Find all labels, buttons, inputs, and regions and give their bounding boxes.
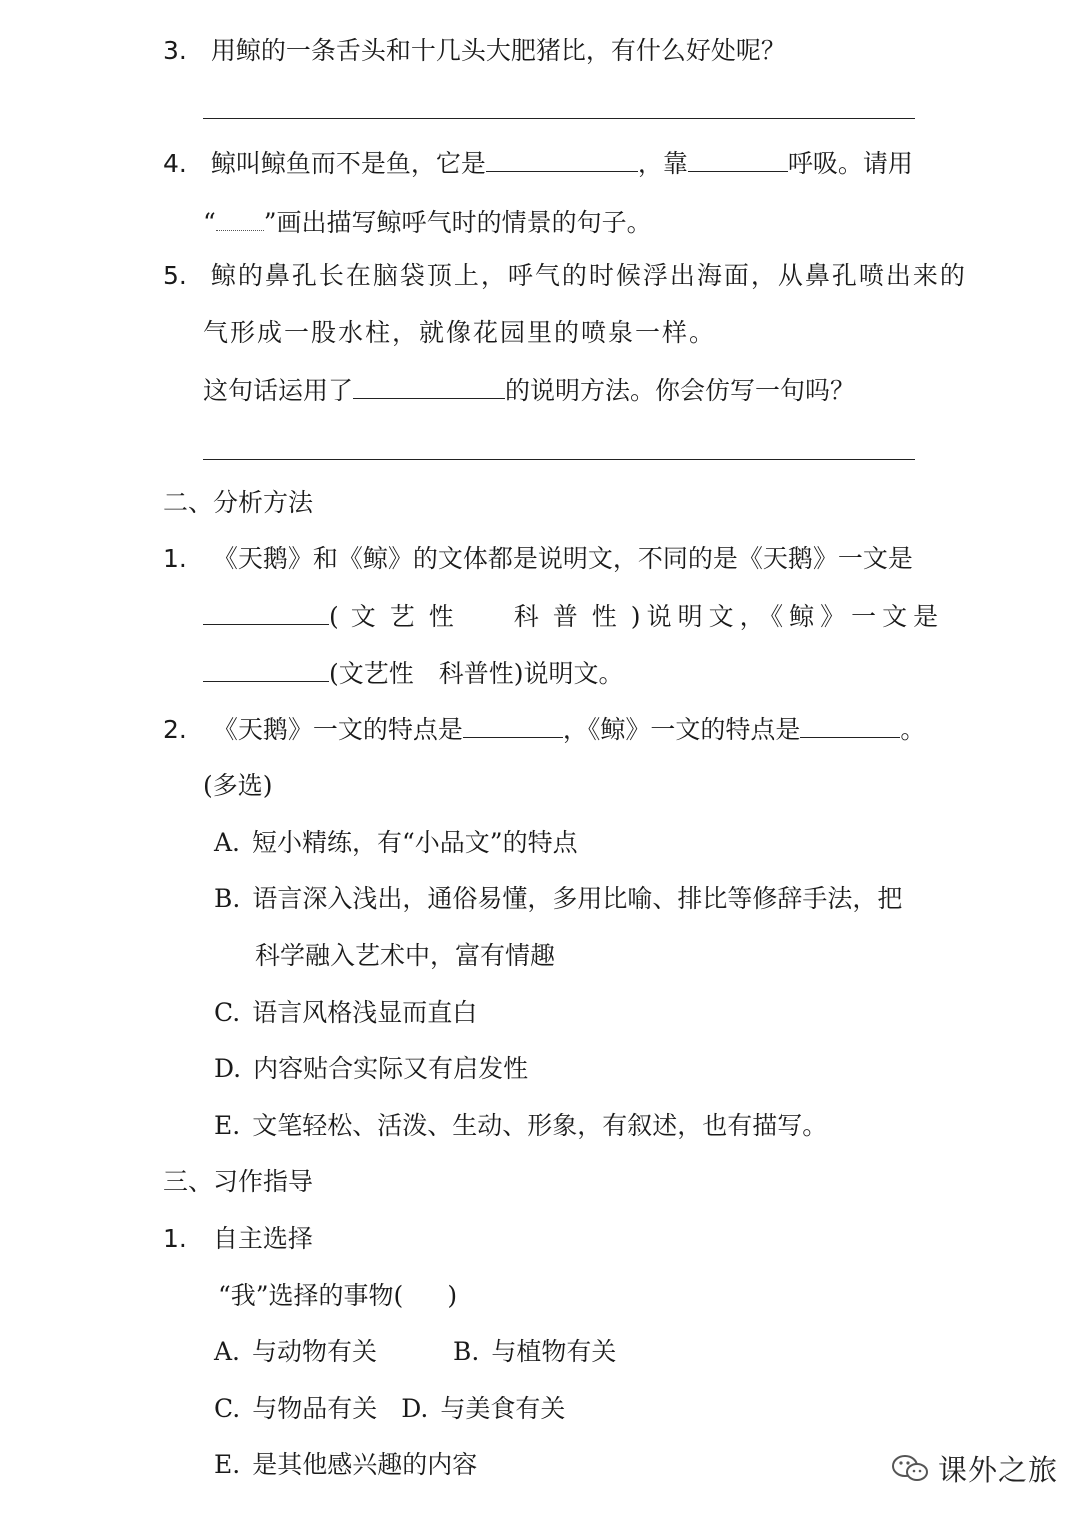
s2-question-2 bbox=[163, 711, 925, 748]
question-text: 这句话运用了 bbox=[203, 376, 354, 405]
paren: ( bbox=[329, 602, 339, 631]
option-a[interactable] bbox=[214, 825, 578, 861]
option-text: 与动物有关 bbox=[252, 1337, 378, 1366]
question-text: ，《鲸》一文的特点是 bbox=[562, 715, 801, 744]
option-text: 语言深入浅出，通俗易懂，多用比喻、排比等修辞手法，把 bbox=[252, 884, 903, 913]
option-letter: E. bbox=[214, 1111, 241, 1140]
option-text: 科学融入艺术中，富有情趣 bbox=[255, 941, 556, 970]
wavy-underline-sample bbox=[216, 202, 264, 231]
option-text: 与美食有关 bbox=[440, 1394, 566, 1423]
question-number: 4. bbox=[163, 149, 187, 178]
option-text: 短小精练，有“小品文”的特点 bbox=[252, 828, 578, 857]
question-text: 用鲸的一条舌头和十几头大肥猪比，有什么好处呢？ bbox=[210, 36, 786, 65]
s2-question-1-line3 bbox=[203, 655, 624, 692]
s3-prompt bbox=[218, 1278, 457, 1314]
option-letter: C. bbox=[214, 1394, 241, 1423]
s3-options-row1 bbox=[214, 1334, 616, 1370]
question-text: “我”选择的事物( bbox=[218, 1281, 404, 1310]
option-c[interactable] bbox=[214, 995, 477, 1031]
question-number: 3. bbox=[163, 36, 187, 65]
option-letter: C. bbox=[214, 998, 241, 1027]
question-text: (文艺性 科普性)说明文。 bbox=[329, 659, 624, 688]
quote-mark: “ bbox=[203, 208, 216, 237]
question-text: 自主选择 bbox=[212, 1224, 313, 1253]
question-note: (多选) bbox=[203, 771, 273, 800]
s3-question-1 bbox=[163, 1221, 313, 1257]
option-letter: B. bbox=[453, 1337, 480, 1366]
option-letter: A. bbox=[214, 828, 241, 857]
watermark-text: 课外之旅 bbox=[938, 1452, 1059, 1487]
option-c[interactable] bbox=[214, 1394, 377, 1423]
option-text: 语言风格浅显而直白 bbox=[252, 998, 478, 1027]
option-text: 文笔轻松、活泼、生动、形象，有叙述，也有描写。 bbox=[252, 1111, 828, 1140]
question-text: 《天鹅》和《鲸》的文体都是说明文，不同的是《天鹅》一文是 bbox=[212, 544, 913, 573]
question-5-ask bbox=[203, 372, 855, 409]
quoted-passage: 鲸的鼻孔长在脑袋顶上，呼气的时候浮出海面，从鼻孔喷出来的 bbox=[210, 261, 967, 290]
question-number: 1. bbox=[163, 544, 187, 573]
question-text: 说明文，《鲸》一文是 bbox=[646, 602, 945, 631]
fill-blank[interactable] bbox=[486, 145, 638, 172]
s2-question-1-line2 bbox=[203, 598, 944, 635]
option-e[interactable] bbox=[214, 1108, 827, 1144]
section-title: 二、分析方法 bbox=[163, 488, 314, 517]
option-b[interactable] bbox=[214, 881, 902, 917]
fill-blank[interactable] bbox=[353, 372, 505, 399]
option-letter: A. bbox=[214, 1337, 241, 1366]
fill-blank[interactable] bbox=[203, 655, 329, 682]
option-letter: D. bbox=[401, 1394, 429, 1423]
question-text: ”画出描写鲸呼气时的情景的句子。 bbox=[263, 208, 652, 237]
fill-blank[interactable] bbox=[688, 145, 788, 172]
option-b[interactable] bbox=[453, 1337, 616, 1366]
question-3 bbox=[163, 33, 786, 69]
choice-option[interactable]: 文艺性 bbox=[350, 602, 468, 631]
question-4-line2 bbox=[203, 202, 652, 241]
s3-options-row2 bbox=[214, 1391, 565, 1427]
question-number: 1. bbox=[163, 1224, 187, 1253]
question-number: 5. bbox=[163, 261, 187, 290]
question-text: 呼吸。请用 bbox=[787, 149, 913, 178]
s2-question-1 bbox=[163, 541, 913, 577]
question-text: ，靠 bbox=[637, 149, 688, 178]
option-text: 内容贴合实际又有启发性 bbox=[253, 1054, 529, 1083]
answer-line[interactable] bbox=[203, 459, 915, 460]
option-a[interactable] bbox=[214, 1337, 377, 1366]
option-letter: E. bbox=[214, 1450, 241, 1479]
question-text: 。 bbox=[900, 715, 926, 744]
option-text: 是其他感兴趣的内容 bbox=[252, 1450, 478, 1479]
option-d[interactable] bbox=[214, 1051, 528, 1087]
option-d[interactable] bbox=[401, 1394, 565, 1423]
paren: ) bbox=[630, 602, 641, 631]
question-number: 2. bbox=[163, 715, 187, 744]
option-text: 与物品有关 bbox=[252, 1394, 378, 1423]
question-text: 《天鹅》一文的特点是 bbox=[212, 715, 463, 744]
fill-blank[interactable] bbox=[463, 711, 563, 738]
option-text: 与植物有关 bbox=[491, 1337, 617, 1366]
fill-blank[interactable] bbox=[203, 598, 329, 625]
wechat-icon bbox=[890, 1453, 930, 1483]
question-text: 鲸叫鲸鱼而不是鱼，它是 bbox=[210, 149, 486, 178]
question-4 bbox=[163, 145, 913, 182]
option-letter: B. bbox=[214, 884, 241, 913]
question-text: 的说明方法。你会仿写一句吗？ bbox=[505, 376, 856, 405]
section-title: 三、习作指导 bbox=[163, 1167, 314, 1196]
quoted-passage: 气形成一股水柱，就像花园里的喷泉一样。 bbox=[203, 318, 717, 347]
fill-blank[interactable] bbox=[800, 711, 900, 738]
question-5 bbox=[163, 258, 967, 294]
paren: ) bbox=[447, 1281, 458, 1310]
watermark bbox=[890, 1446, 1058, 1490]
choice-option[interactable]: 科普性 bbox=[513, 602, 631, 631]
answer-line[interactable] bbox=[203, 118, 915, 119]
option-e[interactable] bbox=[214, 1447, 477, 1483]
option-letter: D. bbox=[214, 1054, 242, 1083]
